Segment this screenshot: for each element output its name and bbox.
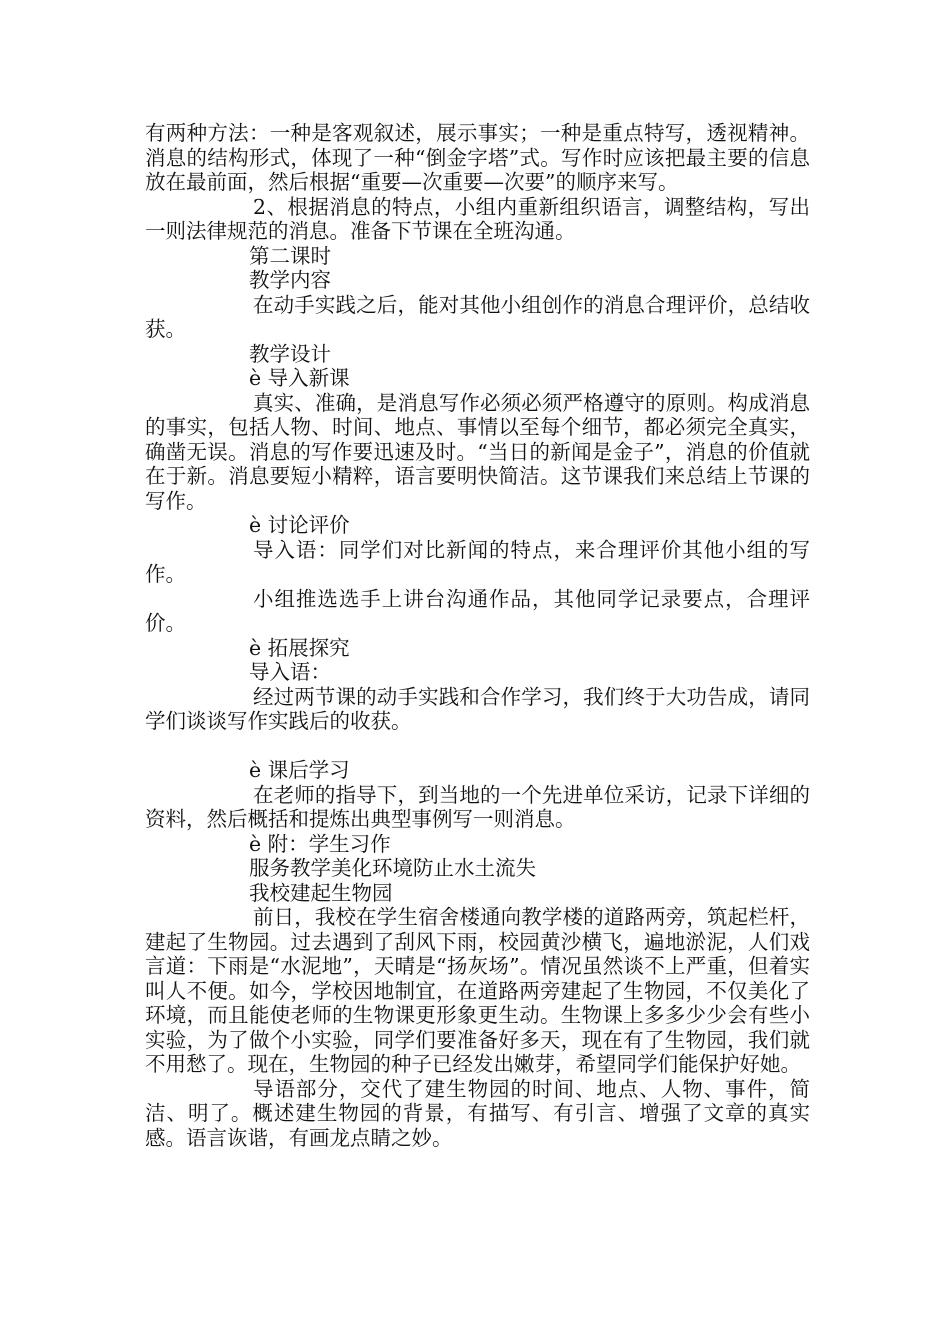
heading-teaching-content: 教学内容 [249, 268, 331, 292]
paragraph-harvest: 经过两节课的动手实践和合作学习，我们终于大功告成，请同学们谈谈写作实践后的收获。 [145, 684, 810, 733]
bullet-discussion: è 讨论评价 [249, 513, 350, 537]
paragraph-discussion-guide: 导入语：同学们对比新闻的特点，来合理评价其他小组的写作。 [145, 537, 810, 586]
article-subtitle: 服务教学美化环境防止水土流失 [249, 856, 536, 880]
heading-lesson-two: 第二课时 [249, 243, 331, 268]
heading-teaching-design: 教学设计 [249, 341, 331, 366]
paragraph-task-2: 2、根据消息的特点，小组内重新组织语言，调整结构，写出一则法律规范的消息。准备下节课在全班沟通。 [145, 194, 810, 243]
paragraph-group-present: 小组推选选手上讲台沟通作品，其他同学记录要点，合理评价。 [145, 586, 810, 635]
article-body: 前日，我校在学生宿舍楼通向教学楼的道路两旁，筑起栏杆，建起了生物园。过去遇到了刮风下雨，校园黄沙横飞，遍地淤泥，人们戏言道：下雨是“水泥地”，天晴是“扬灰场”。情况虽然谈不上严重，但着实叫人不便。如今，学校因地制宜，在道路两旁建起了生物园，不仅美化了环境，而且能使老师的生物课更形象更生动。生物课上多多少少会有些小实验，为了做个小实验，同学们要准备好多天，现在有了生物园，我们就不用愁了。现在，生物园的种子已经发出嫩芽，希望同学们能保护好她。 [145, 905, 810, 1076]
paragraph-content: 在动手实践之后，能对其他小组创作的消息合理评价，总结收获。 [145, 292, 810, 341]
paragraph-method: 有两种方法：一种是客观叙述，展示事实；一种是重点特写，透视精神。消息的结构形式，体现了一种“倒金字塔”式。写作时应该把最主要的信息放在最前面，然后根据“重要—次重要—次要”的顺序来写。 [145, 121, 810, 194]
bullet-intro-lesson: è 导入新课 [249, 366, 350, 390]
article-title: 我校建起生物园 [249, 880, 393, 905]
blank-line [145, 734, 810, 759]
bullet-appendix: è 附：学生习作 [249, 831, 391, 856]
paragraph-principles: 真实、准确，是消息写作必须必须严格遵守的原则。构成消息的事实，包括人物、时间、地点、事情以至每个细节，都必须完全真实，确凿无误。消息的写作要迅速及时。“当日的新闻是金子”，消息的价值就在于新。消息要短小精粹，语言要明快简洁。这节课我们来总结上节课的写作。 [145, 390, 810, 513]
bullet-extension: è 拓展探究 [249, 635, 350, 660]
bullet-after-class: è 课后学习 [249, 758, 350, 782]
paragraph-commentary: 导语部分，交代了建生物园的时间、地点、人物、事件，简洁、明了。概述建生物园的背景，有描写、有引言、增强了文章的真实感。语言诙谐，有画龙点睛之妙。 [145, 1076, 810, 1150]
heading-guide-words: 导入语： [249, 660, 331, 684]
document-body [145, 121, 810, 1150]
paragraph-assignment: 在老师的指导下，到当地的一个先进单位采访，记录下详细的资料，然后概括和提炼出典型事例写一则消息。 [145, 782, 810, 831]
